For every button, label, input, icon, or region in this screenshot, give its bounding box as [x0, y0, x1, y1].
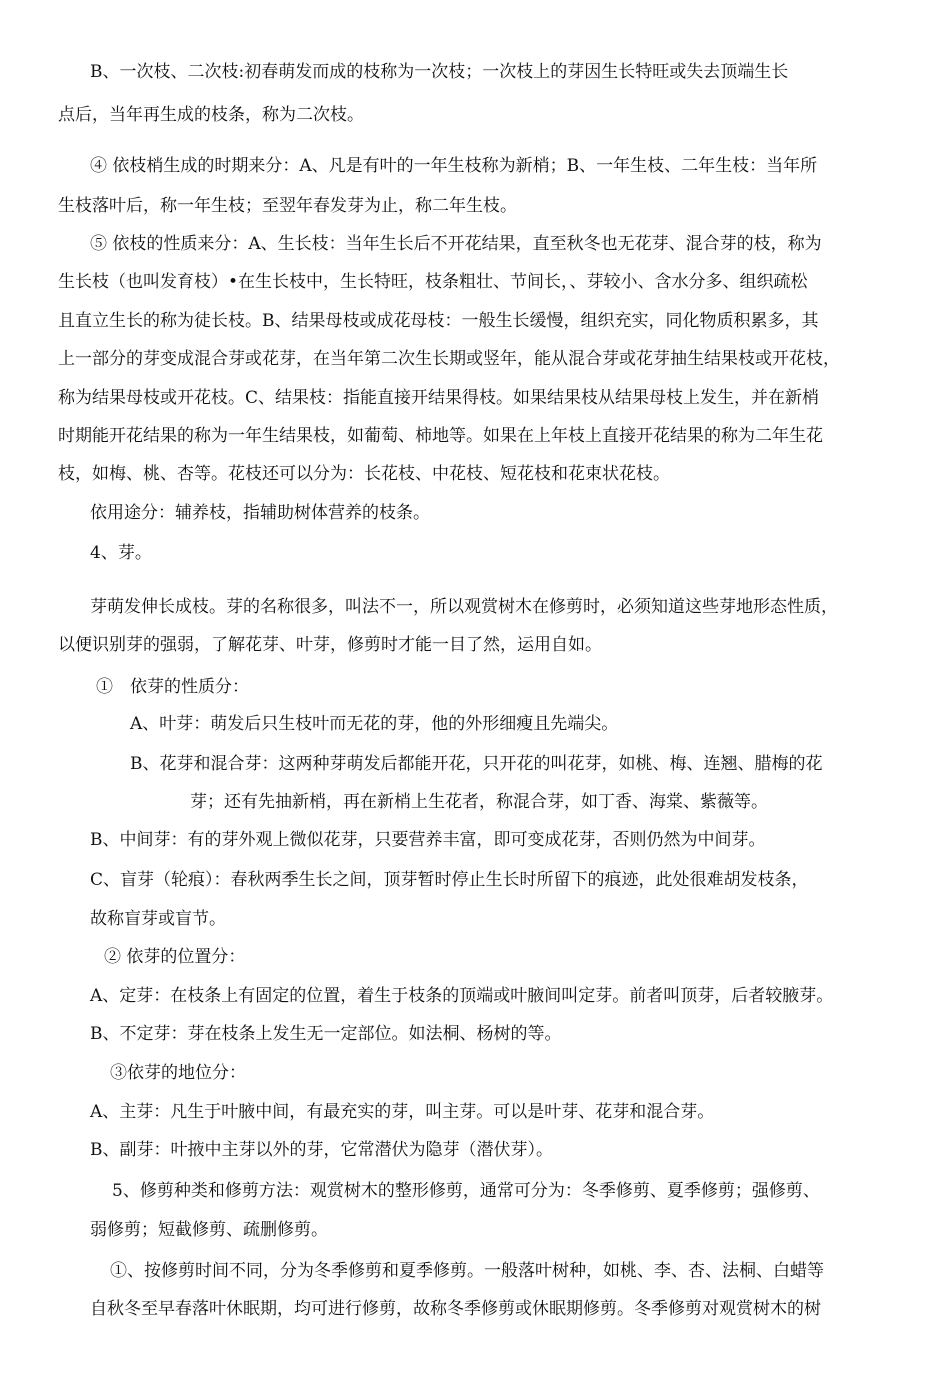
text-line: A、叶芽：萌发后只生枝叶而无花的芽，他的外形细瘦且先端尖。 — [130, 714, 619, 734]
text-line: ⑤ 依枝的性质来分：A、生长枝：当年生长后不开花结果，直至秋冬也无花芽、混合芽的枝，称为 — [90, 234, 822, 254]
text-line: ① 依芽的性质分： — [96, 677, 249, 697]
text-line: B、一次枝、二次枝:初春萌发而成的枝称为一次枝；一次枝上的芽因生长特旺或失去顶端生长 — [90, 62, 789, 82]
text-line: ④ 依枝梢生成的时期来分：A、凡是有叶的一年生枝称为新梢；B、一年生枝、二年生枝：当年所 — [90, 156, 818, 176]
text-line: B、不定芽：芽在枝条上发生无一定部位。如法桐、杨树的等。 — [90, 1024, 562, 1044]
text-line: 枝，如梅、桃、杏等。花枝还可以分为：长花枝、中花枝、短花枝和花束状花枝。 — [58, 464, 670, 484]
text-line: 生长枝（也叫发育枝）•在生长枝中，生长特旺，枝条粗壮、节间长，、芽较小、含水分多、组织疏松 — [58, 272, 808, 292]
text-line: 时期能开花结果的称为一年生结果枝，如葡萄、柿地等。如果在上年枝上直接开花结果的称为二年生花 — [58, 426, 823, 446]
text-line: 弱修剪；短截修剪、疏删修剪。 — [90, 1220, 328, 1240]
text-line: 称为结果母枝或开花枝。C、结果枝：指能直接开结果得枝。如果结果枝从结果母枝上发生，并在新梢 — [58, 388, 820, 408]
text-line: 芽；还有先抽新梢，再在新梢上生花者，称混合芽，如丁香、海棠、紫薇等。 — [190, 792, 768, 812]
section-heading: 4、芽。 — [90, 543, 152, 563]
text-line: B、花芽和混合芽：这两种芽萌发后都能开花，只开花的叫花芽，如桃、梅、连翘、腊梅的花 — [130, 754, 823, 774]
text-line: 上一部分的芽变成混合芽或花芽，在当年第二次生长期或竖年，能从混合芽或花芽抽生结果枝或开花枝， — [58, 349, 840, 369]
section-heading: 5、修剪种类和修剪方法：观赏树木的整形修剪，通常可分为：冬季修剪、夏季修剪；强修剪、 — [112, 1181, 820, 1201]
text-line: 以便识别芽的强弱，了解花芽、叶芽，修剪时才能一目了然，运用自如。 — [58, 635, 602, 655]
text-line: 故称盲芽或盲节。 — [90, 909, 226, 929]
text-line: A、定芽：在枝条上有固定的位置，着生于枝条的顶端或叶腋间叫定芽。前者叫顶芽，后者较腋芽。 — [90, 986, 834, 1006]
text-line: B、中间芽：有的芽外观上微似花芽，只要营养丰富，即可变成花芽，否则仍然为中间芽。 — [90, 830, 766, 850]
text-line: ② 依芽的位置分： — [104, 947, 246, 967]
text-line: 芽萌发伸长成枝。芽的名称很多，叫法不一，所以观赏树木在修剪时，必须知道这些芽地形态性质， — [90, 597, 838, 617]
text-line: 自秋冬至早春落叶休眠期，均可进行修剪，故称冬季修剪或休眠期修剪。冬季修剪对观赏树木的树 — [90, 1299, 821, 1319]
text-line: 且直立生长的称为徒长枝。B、结果母枝或成花母枝：一般生长缓慢，组织充实，同化物质积累多，其 — [58, 311, 819, 331]
text-line: C、盲芽（轮痕）：春秋两季生长之间，顶芽暂时停止生长时所留下的痕迹，此处很难胡发枝条， — [90, 870, 809, 890]
text-line: ①、按修剪时间不同，分为冬季修剪和夏季修剪。一般落叶树种，如桃、李、杏、法桐、白蜡等 — [110, 1261, 824, 1281]
text-line: ③依芽的地位分： — [110, 1063, 246, 1083]
text-line: B、副芽：叶掖中主芽以外的芽，它常潜伏为隐芽（潜伏芽）。 — [90, 1140, 553, 1160]
text-line: 生枝落叶后，称一年生枝；至翌年春发芽为止，称二年生枝。 — [58, 196, 517, 216]
text-line: 依用途分：辅养枝，指辅助树体营养的枝条。 — [90, 503, 430, 523]
text-line: A、主芽：凡生于叶腋中间，有最充实的芽，叫主芽。可以是叶芽、花芽和混合芽。 — [90, 1102, 715, 1122]
text-line: 点后，当年再生成的枝条，称为二次枝。 — [58, 105, 364, 125]
